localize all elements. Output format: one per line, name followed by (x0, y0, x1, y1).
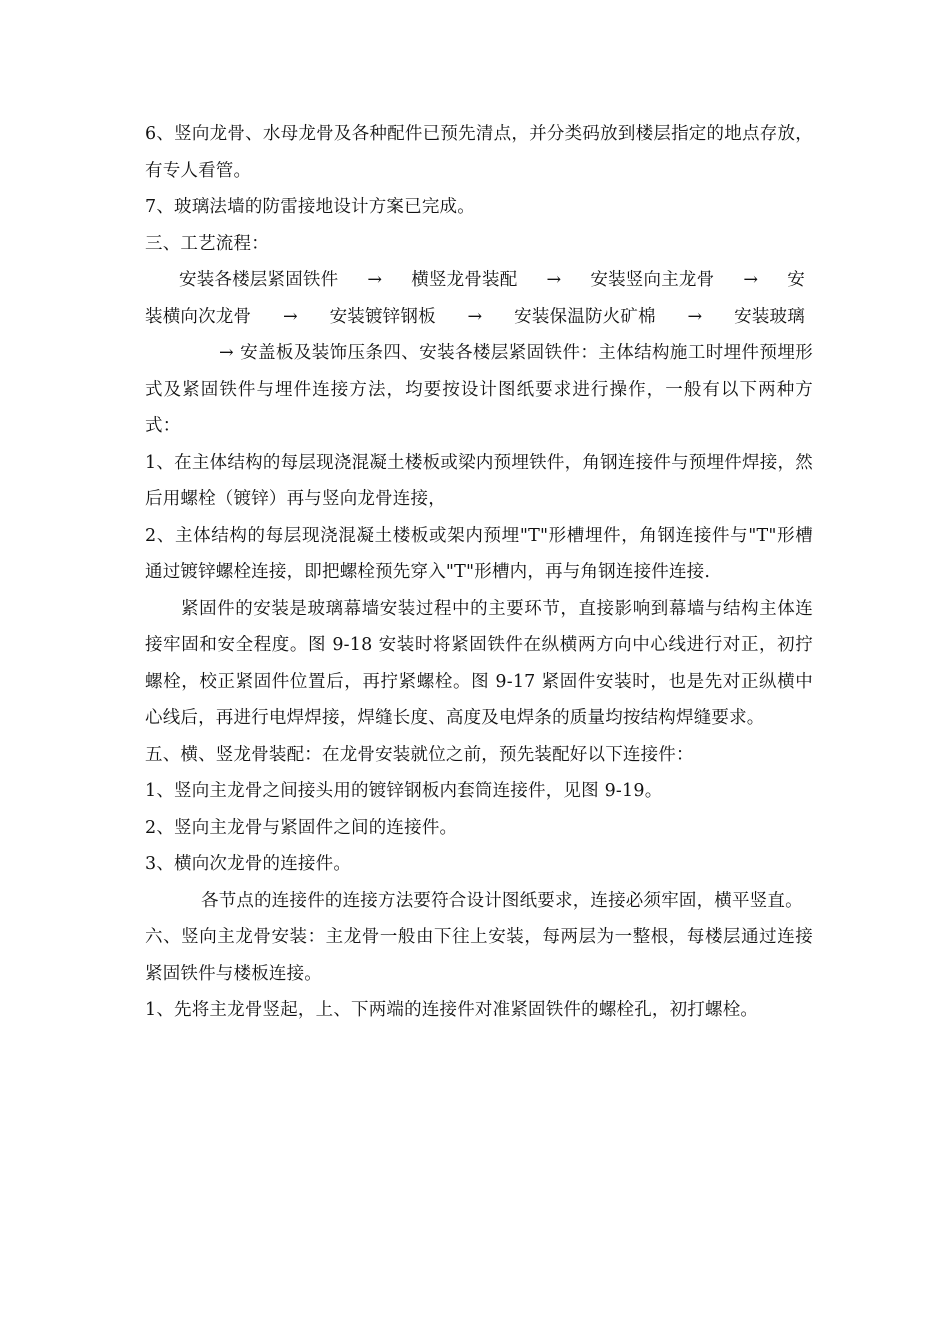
flow-step-install-glass: 安装玻璃 (734, 306, 805, 327)
section-heading-keel-assembly: 五、横、竖龙骨装配：在龙骨安装就位之前，预先装配好以下连接件： (145, 744, 694, 765)
arrow-icon: → (743, 270, 759, 290)
arrow-icon: → (687, 306, 703, 327)
section-heading-process: 三、工艺流程： (145, 233, 269, 254)
process-flow-line-2 (145, 299, 805, 336)
flow-step-install-insulation: 安装保温防火矿棉 (514, 306, 656, 327)
paragraph-item-6: 6、竖向龙骨、水母龙骨及各种配件已预先清点，并分类码放到楼层指定的地点存放，有专人看管。 (145, 124, 813, 181)
paragraph-item-7: 7、玻璃法墙的防雷接地设计方案已完成。 (145, 197, 475, 217)
arrow-icon: → (467, 306, 483, 327)
flow-step-wrap-start: 安 (787, 270, 805, 290)
process-flow-line-3 (145, 335, 813, 445)
section-6-item-1: 1、先将主龙骨竖起，上、下两端的连接件对准紧固铁件的螺栓孔，初打螺栓。 (145, 1000, 759, 1020)
arrow-icon: → (546, 270, 562, 290)
flow-step-install-main-keel: 安装竖向主龙骨 (590, 270, 715, 290)
document-body (145, 116, 813, 1029)
section-4-intro: 安盖板及装饰压条四、安装各楼层紧固铁件：主体结构施工时埋件预埋形式及紧固铁件与埋件连接方法，均要按设计图纸要求进行操作，一般有以下两种方式： (145, 343, 813, 436)
section-4-description: 紧固件的安装是玻璃幕墙安装过程中的主要环节，直接影响到幕墙与结构主体连接牢固和安全程度。图 9-18 安装时将紧固铁件在纵横两方向中心线进行对正，初拧螺栓，校正紧固件位置后，再拧紧螺栓。图 9-17 紧固件安装时，也是先对正纵横中心线后，再进行电焊焊接，焊缝长度、高度及电焊条的质量均按结构焊缝要求。 (145, 598, 813, 728)
arrow-icon: → (282, 306, 298, 327)
section-5-note: 各节点的连接件的连接方法要符合设计图纸要求，连接必须牢固，横平竖直。 (201, 890, 803, 911)
section-heading-main-keel: 六、竖向主龙骨安装：主龙骨一般由下往上安装，每两层为一整根，每楼层通过连接紧固铁件与楼板连接。 (145, 927, 813, 984)
section-5-item-2: 2、竖向主龙骨与紧固件之间的连接件。 (145, 817, 458, 838)
arrow-icon: → (219, 343, 234, 363)
section-4-item-1: 1、在主体结构的每层现浇混凝土楼板或梁内预埋铁件，角钢连接件与预埋件焊接，然后用螺栓（镀锌）再与竖向龙骨连接， (145, 452, 813, 509)
flow-step-install-steel-plate: 安装镀锌钢板 (329, 306, 436, 327)
flow-step-install-secondary-keel: 装横向次龙骨 (145, 306, 252, 327)
section-5-item-3: 3、横向次龙骨的连接件。 (145, 854, 352, 874)
process-flow-line-1 (145, 262, 805, 299)
section-5-item-1: 1、竖向主龙骨之间接头用的镀锌钢板内套筒连接件，见图 9-19。 (145, 781, 663, 801)
section-4-item-2: 2、主体结构的每层现浇混凝土楼板或架内预埋"T"形槽埋件，角钢连接件与"T"形槽通过镀锌螺栓连接，即把螺栓预先穿入"T"形槽内，再与角钢连接件连接. (145, 525, 813, 582)
flow-step-keel-assembly: 横竖龙骨装配 (411, 270, 518, 290)
flow-step-install-fasteners: 安装各楼层紧固铁件 (179, 270, 339, 290)
arrow-icon: → (367, 270, 383, 290)
